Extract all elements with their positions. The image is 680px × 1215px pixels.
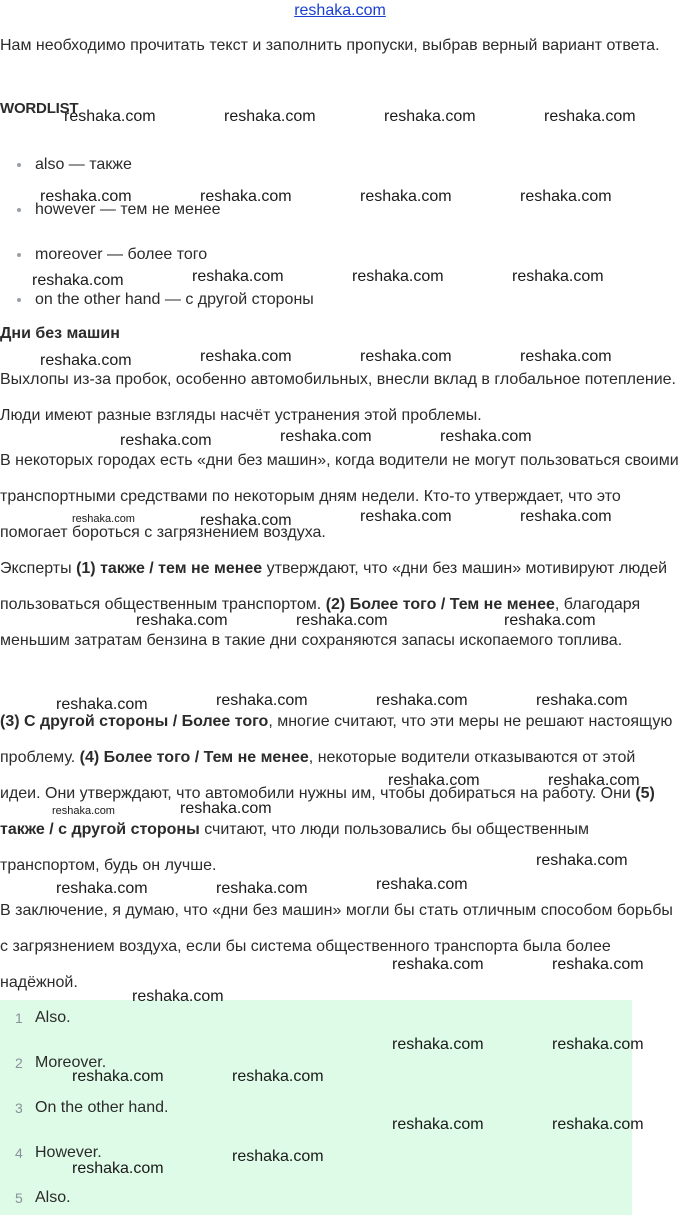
watermark: reshaka.com [552, 1116, 644, 1133]
watermark: reshaka.com [64, 108, 156, 125]
watermark: reshaka.com [520, 508, 612, 525]
watermark: reshaka.com [192, 268, 284, 285]
answer-number: 3 [15, 1100, 23, 1116]
watermark: reshaka.com [56, 880, 148, 897]
answer-number: 2 [15, 1055, 23, 1071]
watermark: reshaka.com [552, 956, 644, 973]
answer-text: On the other hand. [35, 1099, 169, 1116]
watermark: reshaka.com [40, 188, 132, 205]
watermark: reshaka.com [360, 348, 452, 365]
wordlist-item: however — тем не менее [0, 195, 314, 240]
watermark: reshaka.com [512, 268, 604, 285]
watermark: reshaka.com [376, 692, 468, 709]
watermark: reshaka.com [56, 696, 148, 713]
story-paragraph-5: В заключение, я думаю, что «дни без машин» могли бы стать отличным способом борьбы с загрязнением воздуха, если бы система общественного транспорта была более надёжной. [0, 902, 673, 991]
story-paragraph-2: В некоторых городах есть «дни без машин», когда водители не могут пользоваться своими транспортными средствами по некоторым дням недели. Кто-то утверждает, что это помогает бороться с загрязнением воздуха. [0, 452, 679, 541]
wordlist-item: on the other hand — с другой стороны [0, 285, 314, 330]
watermark: reshaka.com [352, 268, 444, 285]
answer-number: 4 [15, 1145, 23, 1161]
text-fragment: , некоторые водители отказываются от этой идеи. Они утверждают, что автомобили нужны им, чтобы добираться на работу. Они [0, 749, 636, 802]
watermark: reshaka.com [360, 508, 452, 525]
text-fragment: утверждают, что «дни без машин» мотивируют людей пользоваться общественным транспортом. [0, 560, 668, 613]
story-paragraph-3 [0, 551, 680, 659]
watermark: reshaka.com [552, 1036, 644, 1053]
gap-4-options: (4) Более того / Тем не менее [79, 749, 309, 766]
text-fragment: считают, что люди пользовались бы общественным транспортом, будь он лучше. [0, 821, 589, 874]
wordlist-item: also — также [0, 150, 314, 195]
watermark: reshaka.com [440, 428, 532, 445]
watermark: reshaka.com [216, 880, 308, 897]
gap-2-options: (2) Более того / Тем не менее [325, 596, 555, 613]
watermark: reshaka.com [136, 612, 228, 629]
watermark: reshaka.com [360, 188, 452, 205]
watermark: reshaka.com [200, 348, 292, 365]
watermark: reshaka.com [216, 692, 308, 709]
wordlist-title: WORDLIST [0, 100, 79, 117]
watermark: reshaka.com [72, 1068, 164, 1085]
answers-box [0, 1000, 632, 1215]
watermark: reshaka.com [520, 348, 612, 365]
text-fragment: , многие считают, что эти меры не решают настоящую проблему. [0, 713, 673, 766]
gap-1-options: (1) также / тем не менее [76, 560, 263, 577]
watermark: reshaka.com [232, 1068, 324, 1085]
watermark: reshaka.com [544, 108, 636, 125]
watermark: reshaka.com [376, 876, 468, 893]
watermark: reshaka.com [72, 1160, 164, 1177]
watermark: reshaka.com [536, 852, 628, 869]
watermark: reshaka.com [296, 612, 388, 629]
watermark: reshaka.com [388, 772, 480, 789]
watermark: reshaka.com [120, 432, 212, 449]
watermark: reshaka.com [392, 1036, 484, 1053]
watermark: reshaka.com [200, 188, 292, 205]
text-fragment: Эксперты [0, 560, 77, 577]
answer-number: 1 [15, 1010, 23, 1026]
story-title: Дни без машин [0, 325, 120, 342]
answer-number: 5 [15, 1190, 23, 1206]
watermark: reshaka.com [392, 1116, 484, 1133]
watermark: reshaka.com [72, 513, 135, 525]
watermark: reshaka.com [392, 956, 484, 973]
watermark: reshaka.com [32, 272, 124, 289]
watermark: reshaka.com [52, 805, 115, 817]
watermark: reshaka.com [536, 692, 628, 709]
answer-text: However. [35, 1144, 102, 1161]
answer-text: Also. [35, 1189, 71, 1206]
intro-text: Нам необходимо прочитать текст и заполнить пропуски, выбрав верный вариант ответа. [0, 37, 660, 54]
text-fragment: , благодаря меньшим затратам бензина в такие дни сохраняются запасы ископаемого топлива. [0, 596, 641, 649]
answer-text: Also. [35, 1009, 71, 1026]
watermark: reshaka.com [180, 800, 272, 817]
gap-3-options: (3) С другой стороны / Более того [0, 713, 269, 730]
watermark: reshaka.com [132, 988, 224, 1005]
site-link[interactable]: reshaka.com [294, 2, 386, 19]
watermark: reshaka.com [280, 428, 372, 445]
watermark: reshaka.com [232, 1148, 324, 1165]
watermark: reshaka.com [520, 188, 612, 205]
gap-5-options: (5) также / с другой стороны [0, 785, 655, 838]
story-paragraph-1: Выхлопы из-за пробок, особенно автомобильных, внесли вклад в глобальное потепление. Люди имеют разные взгляды насчёт устранения этой проблемы. [0, 371, 676, 424]
watermark: reshaka.com [200, 512, 292, 529]
watermark: reshaka.com [40, 352, 132, 369]
wordlist [0, 150, 314, 330]
watermark: reshaka.com [224, 108, 316, 125]
wordlist-item: moreover — более того [0, 240, 314, 285]
watermark: reshaka.com [384, 108, 476, 125]
watermark: reshaka.com [548, 772, 640, 789]
answer-text: Moreover. [35, 1054, 107, 1071]
watermark: reshaka.com [504, 612, 596, 629]
